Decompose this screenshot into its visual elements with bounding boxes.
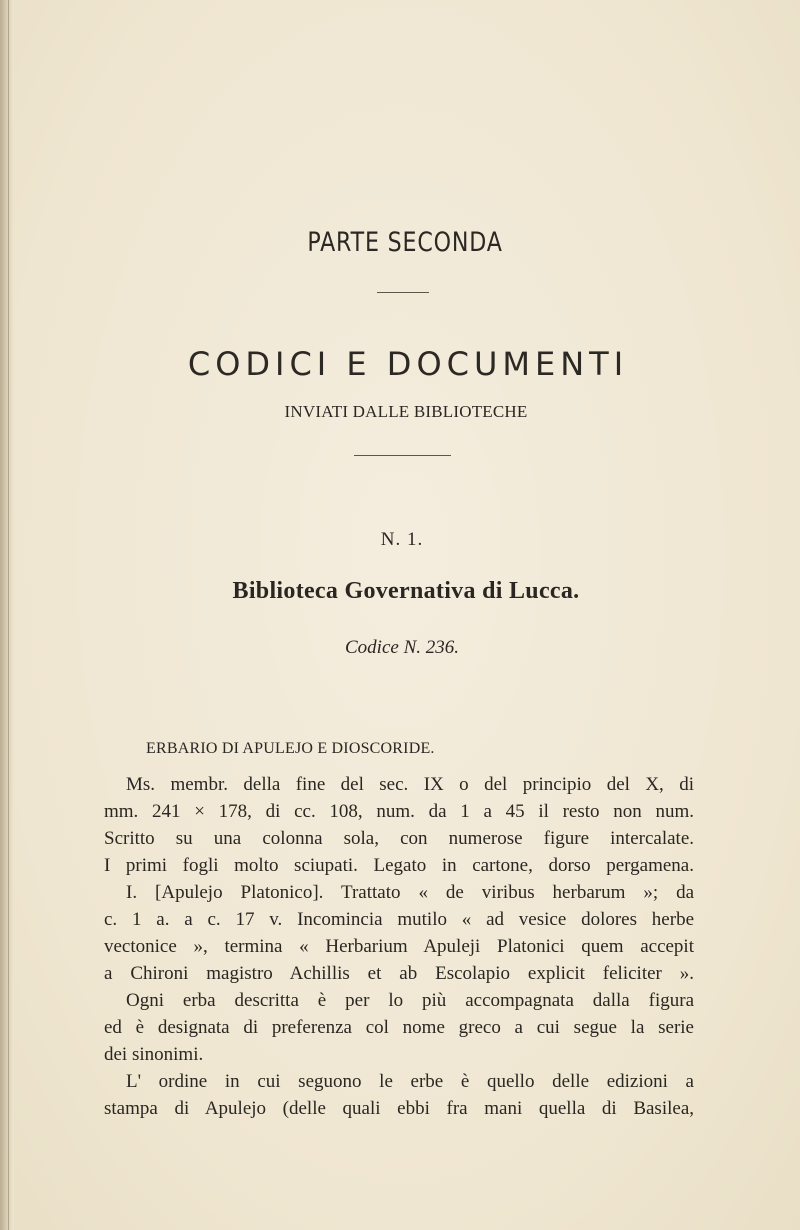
body-line: Scritto su una colonna sola, con numerose figure intercalate. [104, 828, 694, 849]
body-line: dei sinonimi. [104, 1044, 204, 1065]
subtitle: INVIATI DALLE BIBLIOTECHE [284, 402, 528, 421]
main-title: CODICI E DOCUMENTI [187, 345, 629, 383]
body-line: vectonice », termina « Herbarium Apuleji Platonici quem accepit [104, 936, 694, 957]
body-line: a Chironi magistro Achillis et ab Escolapio explicit feliciter ». [104, 963, 694, 984]
body-line: Ogni erba descritta è per lo più accompagnata dalla figura [126, 990, 694, 1011]
body-line: L' ordine in cui seguono le erbe è quello delle edizioni a [126, 1071, 694, 1092]
entry-number: N. 1. [380, 529, 424, 550]
library-name: Biblioteca Governativa di Lucca. [232, 578, 580, 604]
page-binding-edge [0, 0, 14, 1230]
body-line: c. 1 a. a c. 17 v. Incomincia mutilo « ad vesice dolores herbe [104, 909, 694, 930]
body-line: I. [Apulejo Platonico]. Trattato « de viribus herbarum »; da [126, 882, 694, 903]
codex-number: Codice N. 236. [345, 637, 459, 658]
part-title: PARTE SECONDA [307, 227, 503, 258]
section-heading: ERBARIO DI APULEJO E DIOSCORIDE. [146, 740, 435, 757]
body-line: mm. 241 × 178, di cc. 108, num. da 1 a 45 il resto non num. [104, 801, 694, 822]
body-line: Ms. membr. della fine del sec. IX o del principio del X, di [126, 774, 694, 795]
subtitle-rule [354, 455, 451, 456]
body-line: I primi fogli molto sciupati. Legato in cartone, dorso pergamena. [104, 855, 694, 876]
body-line: ed è designata di preferenza col nome greco a cui segue la serie [104, 1017, 694, 1038]
body-line: stampa di Apulejo (delle quali ebbi fra mani quella di Basilea, [104, 1098, 694, 1119]
title-rule [377, 292, 429, 293]
page-binding-line [8, 0, 9, 1230]
body-text [104, 771, 694, 1122]
